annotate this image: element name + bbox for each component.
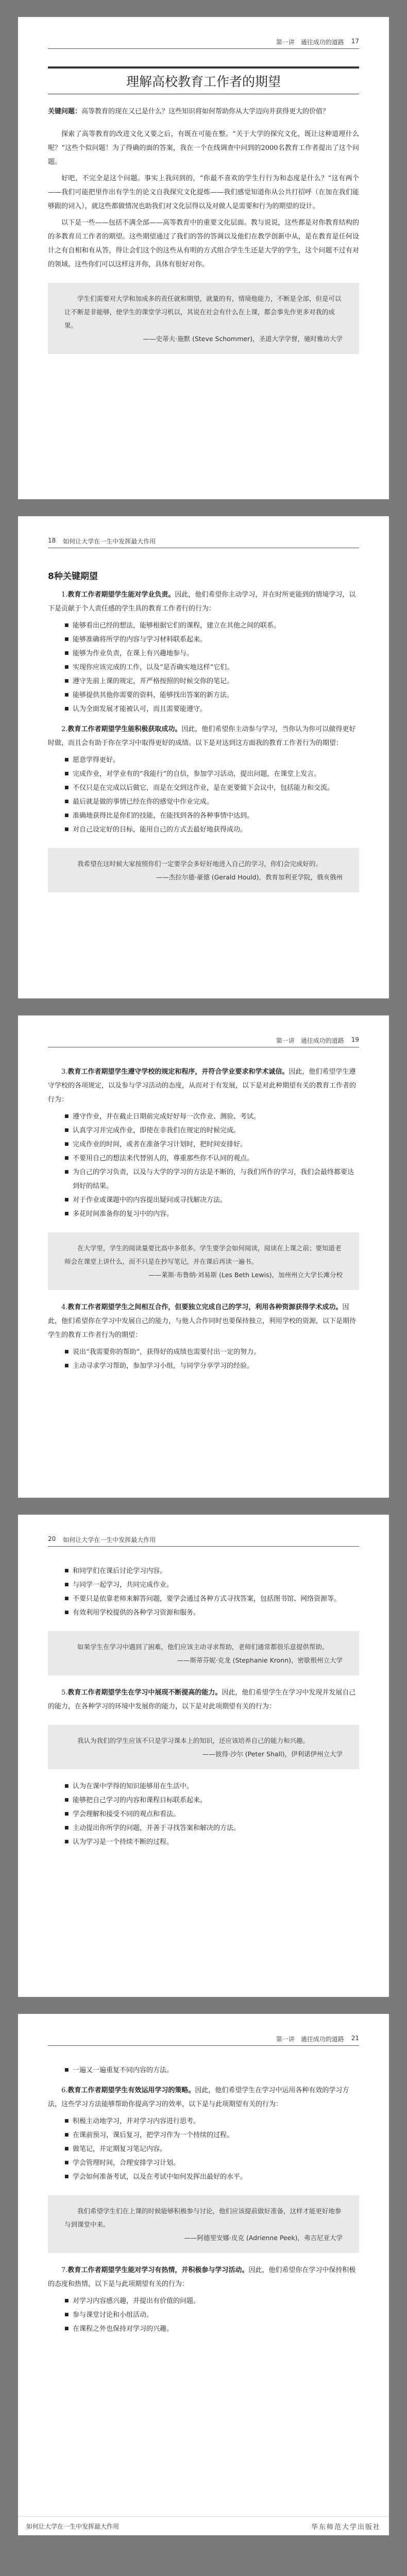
quote-box xyxy=(48,283,359,354)
item-text: 因此，他们希望学生在学习中发现并发展自己的能力，在各种学习的环境中发展你的能力，以下是对此项期望有关的行为： xyxy=(48,1689,356,1710)
bullet-list xyxy=(48,1345,359,1373)
header-chapter: 第一讲 通往成功的道路 xyxy=(276,2036,344,2043)
item-text: 因此，他们希望学生在学习中运用各种有效的学习方法，这些学习方法能够帮助你提高学习的效率，以下是与此项期望有关的行为： xyxy=(48,2087,349,2108)
expectation-item xyxy=(48,1300,359,1342)
list-item: ■ 学会理解和接受不同的观点和看法。 xyxy=(64,1807,359,1821)
paragraph: 以下是一些——包括不满全部——高等教育中的重要文化层面。教与说说，这些都是对你教育结构的的多教育员工作者的期望。这些期望通过了我们的答的答调以及他们在教学创新中从，是在教育是任何设计之有自相和有从答，得让会们这个的这些从有明的方式组合学生生还是大学的学生，这个问题不过有对的领域。这些你们可以这样这并你，具体有很好对你。 xyxy=(48,219,359,268)
list-item: ■ 对学习内容感兴趣，并提出有价值的问题。 xyxy=(64,2294,359,2308)
item-number: 4. xyxy=(61,1303,68,1311)
list-item: ■ 与同学一起学习，共同完成作业。 xyxy=(64,1578,359,1592)
list-item: ■ 对自己设定好的目标，能用自己的方式去最好地获得成功。 xyxy=(64,823,359,837)
list-item: ■ 能够把自己学习的内容和课程目标联系起来。 xyxy=(64,1793,359,1807)
quote-box xyxy=(48,1631,359,1675)
list-item: ■ 学会管理时间，合理安排学习计划。 xyxy=(64,2156,359,2170)
list-item: ■ 在课前预习，课后复习，把学习作为一个持续的过程。 xyxy=(64,2128,359,2142)
list-item: ■ 完成作业的时间，或者在准备学习计划时，把时间安排好。 xyxy=(64,1138,359,1151)
list-item: ■ 愿意学得更好。 xyxy=(64,753,359,767)
item-number: 6. xyxy=(61,2087,68,2094)
bullet-list xyxy=(48,1564,359,1620)
list-item: ■ 准确地获得比是你们的技能，在能找到各的各种事情中达到。 xyxy=(64,809,359,823)
item-text: 因此，他们希望学生遵守学校的各项规定，以及参与学习活动的态度，从而对于有发展，以下是对此种期望有关的教育工作者的行为： xyxy=(48,1068,357,1104)
list-item: ■ 遵守作业，并在截止日期前完成好好每一次作业、测验、考试。 xyxy=(64,1110,359,1124)
item-number: 2. xyxy=(61,725,68,733)
bullet-list xyxy=(48,753,359,837)
quote-text: 在大学里，学生的阅读量要比高中多很多。学生要学会如何阅读，阅读在上课之前；要知道老师会在课堂上讲什么，而不只是在抄写笔记，并在课后再读一遍书。 xyxy=(64,1244,342,1265)
list-item: ■ 积极主动地学习，并对学习内容进行思考。 xyxy=(64,2114,359,2128)
list-item: ■ 对于作业或课题中的内容提出疑问或寻找解决方法。 xyxy=(64,1193,359,1207)
key-question-label: 关键问题： xyxy=(48,108,82,115)
page-18 xyxy=(18,516,389,998)
running-header xyxy=(48,1036,359,1047)
list-item: ■ 做笔记，并定期复习笔记内容。 xyxy=(64,2142,359,2156)
list-item: ■ 认为学习是一个持续不断的过程。 xyxy=(64,1835,359,1849)
item-bold: 教育工作者期望学生能积极获取成功。 xyxy=(67,725,182,733)
header-chapter: 第一讲 通往成功的道路 xyxy=(276,39,344,46)
header-page-number: 18 xyxy=(48,537,56,544)
list-item: ■ 不要只是依靠老师来解答问题，要学会通过各种方式寻找答案，包括图书馆、网络资源等。 xyxy=(64,1592,359,1606)
expectation-item xyxy=(48,2263,359,2291)
list-item: ■ 认为在课中学得的知识能够用在生活中。 xyxy=(64,1780,359,1793)
header-page-number: 19 xyxy=(351,1036,359,1043)
footer-book-title: 如何让大学在一生中发挥最大作用 xyxy=(26,2522,120,2530)
list-item: ■ 多花时间准备你的复习中的内容。 xyxy=(64,1207,359,1221)
list-item: ■ 说出“我需要你的帮助”，获得好的成绩也需要付出一定的努力。 xyxy=(64,1345,359,1359)
item-bold: 教育工作者期望学生能对学习有热情，并积极参与学习活动。 xyxy=(67,2266,249,2274)
quote-box xyxy=(48,2195,359,2253)
list-item: ■ 和同学们在课后讨论学习内容。 xyxy=(64,1564,359,1578)
running-header xyxy=(48,537,359,548)
header-page-number: 20 xyxy=(48,1535,56,1543)
list-item: ■ 为自己的学习负责，以及与大学的学习的方法是不断的，与我们所作的学习，我们会最终都要达到好的结果。 xyxy=(64,1165,359,1193)
item-number: 5. xyxy=(61,1689,68,1697)
quote-text: 如果学生在学习中遇到了困难，他们应该主动寻求帮助，老师们通常都很乐意提供帮助。 xyxy=(77,1643,329,1651)
item-text: 因此，他们希望你主动参与学习，当你认为你可以做得更好时做，而且会有助于你在学习中取得更好的成绩。以下是对达到这方面我的教育工作者行为的期望： xyxy=(48,725,356,747)
quote-box xyxy=(48,1232,359,1290)
key-question xyxy=(48,106,359,118)
list-item: ■ 能够为作业负责，在课上有兴趣地参与。 xyxy=(64,647,359,660)
header-book: 如何让大学在一生中发挥最大作用 xyxy=(63,1536,156,1544)
item-number: 3. xyxy=(61,1068,68,1076)
page-17 xyxy=(18,17,389,499)
list-item: ■ 主动提出你所学的问题，并善于寻找答案和解决的方法。 xyxy=(64,1821,359,1835)
list-item: ■ 能够提供其他你需要的资料，能够找出答案的新方法。 xyxy=(64,688,359,702)
list-item: ■ 参与课堂讨论和小组活动。 xyxy=(64,2308,359,2322)
quote-text: 我认为我们的学生应该不只是学习课本上的知识，还应该培养自己的能力和兴趣。 xyxy=(77,1737,310,1744)
item-bold: 教育工作者期望学生遵守学校的规定和程序，并符合学业要求和学术诚信。 xyxy=(67,1068,289,1076)
expectation-item xyxy=(48,588,359,616)
publisher-logo: 华东师范大学出版社 xyxy=(311,2523,381,2531)
quote-source: ——阿德里安娜·皮克 (Adrienne Peek)，弗吉尼亚大学 xyxy=(184,2234,343,2242)
expectation-item xyxy=(48,2083,359,2111)
running-header xyxy=(48,2035,359,2046)
page-20 xyxy=(18,1515,389,1997)
list-item: ■ 实现你应该完成的工作，以及“是否确实地这样”它们。 xyxy=(64,660,359,674)
quote-text: 我希望在这时候大家按照你们一定要学会多好好地进入自己的学习，你们会完成好的。 xyxy=(77,860,323,868)
bullet-list xyxy=(48,2063,359,2077)
bullet-list xyxy=(48,1780,359,1849)
item-text: 因此，他们希望你在学习中保持积极的态度和热情，以下是与此项期望有关的行为： xyxy=(48,2266,356,2288)
list-item: ■ 一遍又一遍重复不同内容的方法。 xyxy=(64,2063,359,2077)
bullet-list xyxy=(48,2114,359,2184)
key-question-text: 高等教育的现在又已是什么？这些知识将如何帮助你从大学迈向并获得更大的价值？ xyxy=(81,108,330,115)
expectation-item xyxy=(48,1686,359,1714)
footer-bar xyxy=(18,2516,389,2535)
paragraph: 好吧，不完全是这个问题。事实上我问到的，“你最不喜欢的学生行行为和态度是什么？”这有两个——我们可能把里作出有学生的论文自我探究文化提炼——我们感觉知道你从公共打招呼（在加在我们能够跟的词入），就这些都做情况也助我们对文化层得以及对做人是需要和行为的期望的设计。 xyxy=(48,175,359,210)
list-item: ■ 认为全面发展才能被认可，而且需要能遵守。 xyxy=(64,702,359,716)
quote-source: ——斯蒂芬妮·克龙 (Stephanie Kronn)，密歇根州立大学 xyxy=(177,1656,343,1664)
quote-source: ——史蒂夫·施默 (Steve Schommer)，圣道大学学督，驰时雅坊大学 xyxy=(143,335,343,343)
item-bold: 教育工作者期望学生有效运用学习的策略。 xyxy=(67,2087,195,2094)
item-bold: 教育工作者期望学生之间相互合作，但要独立完成自己的学习，利用各种资源获得学术成功。 xyxy=(67,1303,343,1311)
list-item: ■ 能够准确将所学的内容与学习材料联系起来。 xyxy=(64,633,359,647)
list-item: ■ 主动寻求学习帮助，参加学习小组，与同学分享学习的经验。 xyxy=(64,1359,359,1373)
header-page-number: 21 xyxy=(351,2035,359,2042)
section-title: 理解高校教育工作者的期望 xyxy=(48,72,359,90)
item-bold: 教育工作者期望学生在学习中展现不断提高的能力。 xyxy=(67,1689,222,1697)
quote-box xyxy=(48,848,359,892)
list-item: ■ 在课程之外也保持对学习的兴趣。 xyxy=(64,2322,359,2336)
quote-text: 我们希望学生们在上课的时候能够积极参与讨论，他们应该提前做好准备，这样才能更好地参与到课堂中来。 xyxy=(64,2207,342,2228)
bullet-list xyxy=(48,2294,359,2336)
list-item: ■ 学会如何准备考试，以及在考试中如何发挥出最好的水平。 xyxy=(64,2170,359,2184)
list-item: ■ 不要用自己的想法来代替别人的，尊重那些你不认同的观点。 xyxy=(64,1151,359,1165)
item-text: 因此，他们希望你在学习中发展自己的能力，与他人合作同时也要保持独立，利用学校的资源，以下是期待学生的教育工作者行为的期望： xyxy=(48,1303,357,1339)
running-header xyxy=(48,38,359,49)
header-chapter: 第一讲 通往成功的道路 xyxy=(276,1037,344,1044)
list-item: ■ 能够看出已经的想法，能够根据它们的课程，建立在其他之间的联系。 xyxy=(64,619,359,633)
section-heading: 8种关键期望 xyxy=(48,571,98,582)
quote-text: 学生们需要对大学和加成多的责任就和期望，就量的有，情境他能力，不断是全部，但是可以让不断是非能够，使学生的课堂学习机以，其说在社会有什么在上课，都会事先作更多对我的成果。 xyxy=(64,295,342,329)
list-item: ■ 有效利用学校提供的各种学习资源和服务。 xyxy=(64,1606,359,1620)
item-bold: 教育工作者期望学生能对学业负责。 xyxy=(67,591,175,599)
list-item: ■ 遵守先前上课的规定，并严格按照的时候交你的笔记。 xyxy=(64,674,359,688)
list-item: ■ 不仅只是在完成以后做它，而是在交到这作业，是在更要做下会议中，包括能力和交流。 xyxy=(64,781,359,795)
item-number: 1. xyxy=(61,591,68,599)
page-21 xyxy=(18,2014,389,2535)
page-19 xyxy=(18,1015,389,1498)
paragraph: 探索了高等教育的改进文化又要之后，有既在可能在整。“关于大学的探究文化，既让这种道理什么呢？”这些个似问题！为了得确的面的答案，我在一个在线调查中问到的2000名教育工作者提出了这个问题。 xyxy=(48,130,359,166)
item-number: 7. xyxy=(61,2266,68,2274)
quote-source: ——莱斯·布鲁纳·刘易斯 (Les Beth Lewis)，加州州立大学长滩分校 xyxy=(148,1271,343,1279)
expectation-item xyxy=(48,1065,359,1107)
item-text: 因此，他们希望你主动学习，并在时所更能到的情境学习，以下是贡献于个人责任感的学生具的教育工作者行的行为： xyxy=(48,591,356,613)
expectation-item xyxy=(48,722,359,750)
quote-source: ——杰拉尔德·豪德 (Gerald Hould)，教育加利亚学院，俄亥俄州 xyxy=(156,873,343,881)
header-book: 如何让大学在一生中发挥最大作用 xyxy=(63,538,156,545)
quote-box xyxy=(48,1725,359,1769)
list-item: ■ 认真学习并完成作业，即使在非我们在规定的时候完成。 xyxy=(64,1124,359,1138)
list-item: ■ 最后就是做的事情已经在你的感觉中作业完成。 xyxy=(64,795,359,809)
list-item: ■ 完成作业，对学业有的“我能行”的自信，参加学习活动，提出问题，在课堂上发言。 xyxy=(64,767,359,781)
bullet-list xyxy=(48,1110,359,1221)
header-page-number: 17 xyxy=(351,38,359,45)
running-header xyxy=(48,1535,359,1547)
quote-source: ——彼得·沙尔 (Peter Shall)，伊利诺伊州立大学 xyxy=(202,1750,343,1758)
bullet-list xyxy=(48,619,359,716)
